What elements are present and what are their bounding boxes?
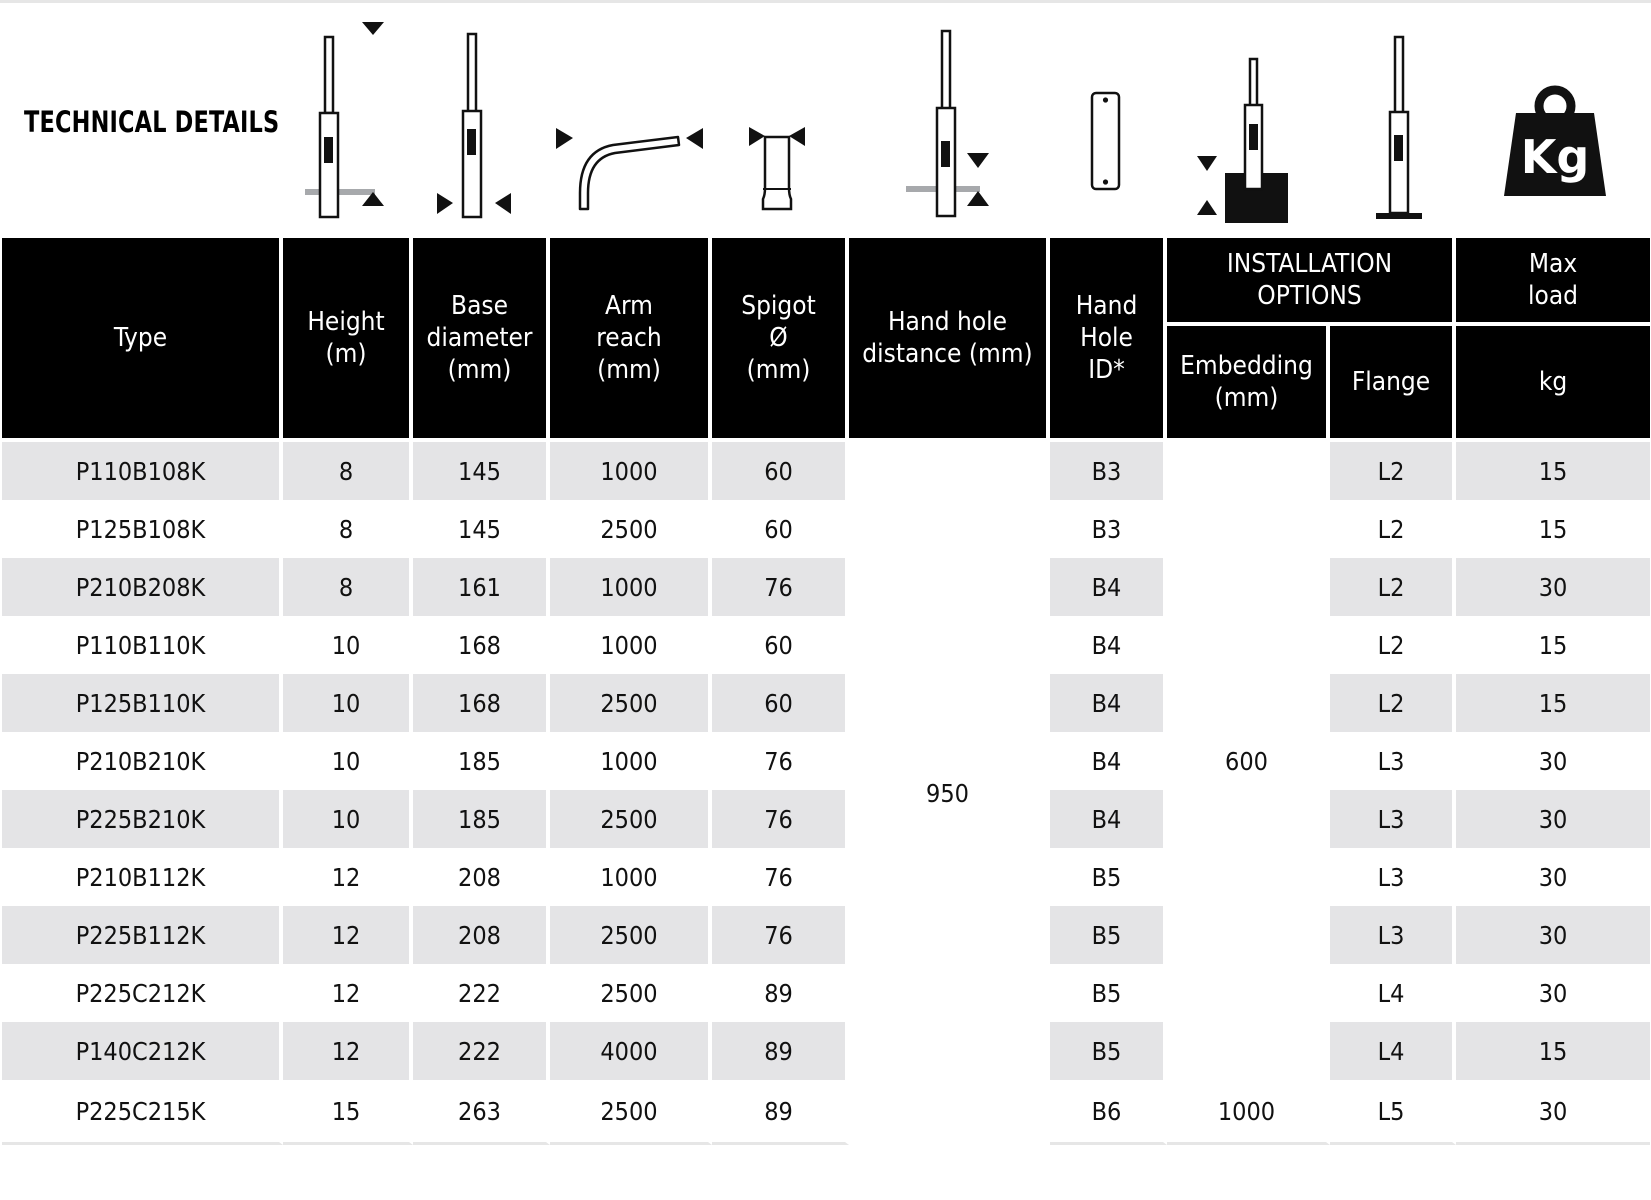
table-row [2,442,1650,500]
cell-type: P225C215K [2,1080,283,1145]
cell-height: 8 [283,558,413,616]
cell-spigot: 76 [712,848,849,906]
header-installation-options: INSTALLATION OPTIONS [1167,238,1456,326]
weight-kg-icon [1500,3,1610,241]
table-row [2,964,1650,1022]
cell-base-diameter: 145 [413,500,550,558]
cell-arm-reach: 1000 [550,732,712,790]
spigot-diameter-icon [745,3,810,241]
cell-arm-reach: 2500 [550,964,712,1022]
height-icon [305,3,400,241]
cell-arm-reach: 1000 [550,616,712,674]
cell-hand-hole-id: B5 [1050,848,1167,906]
base-diameter-icon [435,3,515,241]
cell-spigot: 60 [712,674,849,732]
cell-spigot: 89 [712,1022,849,1080]
cell-spigot: 89 [712,1080,849,1145]
table-row [2,674,1650,732]
cell-flange: L5 [1330,1080,1456,1145]
cell-base-diameter: 222 [413,1022,550,1080]
cell-height: 8 [283,500,413,558]
cell-spigot: 76 [712,732,849,790]
cell-arm-reach: 2500 [550,790,712,848]
table-row [2,1080,1650,1145]
cell-hand-hole-id: B3 [1050,500,1167,558]
icon-band [0,0,1651,238]
cell-arm-reach: 4000 [550,1022,712,1080]
cell-base-diameter: 185 [413,732,550,790]
cell-flange: L2 [1330,616,1456,674]
cell-max-load: 30 [1456,732,1650,790]
cell-arm-reach: 2500 [550,674,712,732]
cell-spigot: 60 [712,616,849,674]
technical-details-title: TECHNICAL DETAILS [24,105,280,139]
cell-height: 12 [283,848,413,906]
cell-embedding-merged: 600 [1167,442,1330,1080]
cell-hand-hole-distance-merged: 950 [849,442,1050,1145]
cell-arm-reach: 2500 [550,906,712,964]
cell-height: 10 [283,674,413,732]
cell-base-diameter: 168 [413,674,550,732]
cell-spigot: 76 [712,790,849,848]
cell-hand-hole-id: B5 [1050,964,1167,1022]
cell-base-diameter: 208 [413,848,550,906]
arm-reach-icon [555,3,705,241]
cell-arm-reach: 2500 [550,500,712,558]
technical-details-table [2,238,1650,1145]
cell-max-load: 30 [1456,1080,1650,1145]
cell-hand-hole-id: B4 [1050,674,1167,732]
cell-spigot: 76 [712,906,849,964]
cell-max-load: 15 [1456,442,1650,500]
header-type: Type [2,238,283,442]
cell-type: P210B112K [2,848,283,906]
cell-arm-reach: 1000 [550,442,712,500]
table-row [2,790,1650,848]
cell-flange: L3 [1330,848,1456,906]
cell-flange: L2 [1330,500,1456,558]
header-embedding: Embedding (mm) [1167,326,1330,442]
cell-embedding-last: 1000 [1167,1080,1330,1145]
cell-arm-reach: 2500 [550,1080,712,1145]
cell-type: P140C212K [2,1022,283,1080]
cell-spigot: 89 [712,964,849,1022]
cell-arm-reach: 1000 [550,848,712,906]
embedding-icon [1190,3,1300,241]
cell-base-diameter: 185 [413,790,550,848]
table-row [2,1022,1650,1080]
cell-base-diameter: 222 [413,964,550,1022]
cell-hand-hole-id: B5 [1050,906,1167,964]
cell-hand-hole-id: B4 [1050,790,1167,848]
cell-arm-reach: 1000 [550,558,712,616]
cell-height: 10 [283,732,413,790]
header-hand-hole-distance: Hand hole distance (mm) [849,238,1050,442]
cell-height: 10 [283,616,413,674]
header-height: Height (m) [283,238,413,442]
table-row [2,616,1650,674]
header-kg: kg [1456,326,1650,442]
cell-max-load: 30 [1456,848,1650,906]
cell-spigot: 76 [712,558,849,616]
cell-max-load: 30 [1456,558,1650,616]
cell-height: 10 [283,790,413,848]
cell-max-load: 30 [1456,964,1650,1022]
cell-type: P110B110K [2,616,283,674]
cell-flange: L2 [1330,674,1456,732]
table-row [2,558,1650,616]
cell-flange: L3 [1330,790,1456,848]
cell-height: 15 [283,1080,413,1145]
cell-flange: L2 [1330,558,1456,616]
cell-height: 8 [283,442,413,500]
hand-hole-distance-icon [900,3,1000,241]
cell-hand-hole-id: B3 [1050,442,1167,500]
cell-base-diameter: 161 [413,558,550,616]
header-flange: Flange [1330,326,1456,442]
table-row [2,906,1650,964]
cell-height: 12 [283,964,413,1022]
cell-type: P225C212K [2,964,283,1022]
cell-type: P125B110K [2,674,283,732]
cell-max-load: 30 [1456,790,1650,848]
cell-max-load: 15 [1456,616,1650,674]
cell-max-load: 30 [1456,906,1650,964]
cell-type: P110B108K [2,442,283,500]
cell-flange: L4 [1330,964,1456,1022]
cell-flange: L2 [1330,442,1456,500]
cell-base-diameter: 168 [413,616,550,674]
cell-flange: L4 [1330,1022,1456,1080]
cell-hand-hole-id: B4 [1050,558,1167,616]
cell-hand-hole-id: B5 [1050,1022,1167,1080]
cell-max-load: 15 [1456,674,1650,732]
header-base-diameter: Base diameter (mm) [413,238,550,442]
cell-spigot: 60 [712,500,849,558]
cell-type: P210B210K [2,732,283,790]
flange-icon [1370,3,1430,241]
cell-base-diameter: 208 [413,906,550,964]
cell-type: P225B210K [2,790,283,848]
cell-max-load: 15 [1456,500,1650,558]
cell-spigot: 60 [712,442,849,500]
cell-height: 12 [283,906,413,964]
header-spigot: Spigot Ø (mm) [712,238,849,442]
cell-base-diameter: 145 [413,442,550,500]
cell-type: P225B112K [2,906,283,964]
cell-hand-hole-id: B4 [1050,616,1167,674]
cell-flange: L3 [1330,906,1456,964]
cell-type: P210B208K [2,558,283,616]
table-row [2,848,1650,906]
table-row [2,732,1650,790]
hand-hole-id-icon [1085,3,1125,241]
cell-max-load: 15 [1456,1022,1650,1080]
cell-base-diameter: 263 [413,1080,550,1145]
weight-kg-label: Kg [1520,130,1590,184]
cell-type: P125B108K [2,500,283,558]
cell-hand-hole-id: B4 [1050,732,1167,790]
header-hand-hole-id: Hand Hole ID* [1050,238,1167,442]
cell-height: 12 [283,1022,413,1080]
table-row [2,500,1650,558]
cell-flange: L3 [1330,732,1456,790]
header-arm-reach: Arm reach (mm) [550,238,712,442]
cell-hand-hole-id: B6 [1050,1080,1167,1145]
header-max-load: Max load [1456,238,1650,326]
